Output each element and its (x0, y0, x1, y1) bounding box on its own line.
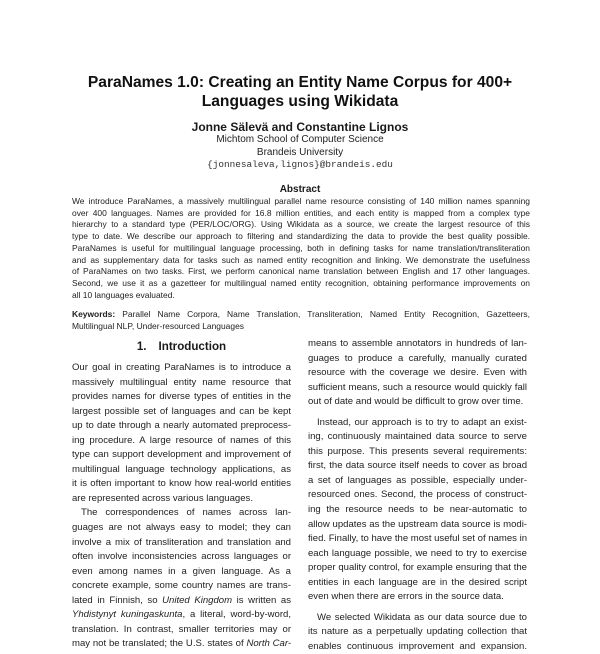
body-text: is written as (232, 594, 292, 606)
abstract-line: and as supplementary data for tasks such as named entity recognition and linking. We demonstrate the usefulness (72, 254, 530, 265)
abstract-line: type to date. We describe our approach to filtering and standardizing the data to provide the best quality possible. (72, 231, 530, 242)
emphasis-text: North Car- (246, 638, 292, 650)
body-line: Instead, our approach is to try to adapt an exist- (317, 416, 527, 428)
abstract-body (72, 196, 530, 301)
body-line: Our goal in creating ParaNames is to introduce a (72, 362, 291, 373)
body-line: resource with the coverage we desire. Even with (308, 367, 527, 379)
body-line: The correspondences of names across lan- (81, 507, 291, 519)
body-line: resourced ones. Second, the process of construct- (308, 489, 527, 501)
section-number: 1. (136, 340, 147, 353)
emphasis-text: Yhdistynyt kuningaskunta (72, 609, 183, 621)
body-line: often involve inconsistencies across languages or (72, 551, 291, 563)
left-column (72, 361, 291, 652)
body-line: out of date and would be difficult to grow over time. (308, 396, 524, 408)
body-line: fied. Finally, to have the most useful set of names in (308, 533, 527, 545)
abstract-heading: Abstract (279, 184, 321, 195)
body-line: massively multilingual entity name resource that (72, 376, 291, 388)
affiliation-university: Brandeis University (256, 147, 344, 158)
abstract-line: ParaNames is useful for multilingual language processing, both in defining tasks for name translation/transliteration (72, 242, 530, 253)
title-line-2: Languages using Wikidata (201, 93, 399, 110)
body-text: , a literal, word-by-word, (182, 609, 291, 621)
body-line: up to date through a nearly automated preprocess- (72, 420, 291, 432)
authors: Jonne Sälevä and Constantine Lignos (191, 120, 409, 134)
section-heading-introduction (72, 340, 291, 354)
abstract-line: Second, we use it as a gazetteer for multilingual named entity recognition, obtaining performance improvements on (72, 277, 530, 288)
body-line: ing, continuously maintained data source to serve (308, 431, 527, 443)
body-line (72, 637, 291, 652)
body-line: We selected Wikidata as our data source due to (317, 611, 527, 623)
body-line: first, the data source itself needs to cover as broad (308, 460, 527, 472)
body-line: this purpose. This presents several requirements: (308, 445, 527, 457)
abstract-line: all 10 languages evaluated. (72, 289, 175, 300)
body-line: type can support development and improvement of (72, 449, 291, 461)
body-line: involve a mix of transliteration and translation and (72, 536, 291, 548)
affiliation-school: Michtom School of Computer Science (216, 134, 384, 145)
body-line: even among names in a given language. As a (72, 565, 291, 577)
section-title: Introduction (158, 340, 227, 353)
keywords-line-1 (72, 309, 530, 321)
keywords-label: Keywords: (72, 309, 116, 319)
affiliation (0, 133, 600, 159)
body-line: a set of languages as possible, especially under- (308, 474, 527, 486)
body-line: sufficient means, such a resource would quickly fall (308, 381, 527, 393)
body-line: it is often important to know how real-world entities (72, 478, 291, 490)
body-line: multilingual language technology applications, as (72, 463, 291, 475)
paper-title (0, 73, 600, 111)
body-line (72, 608, 291, 623)
body-line: provides names for diverse types of entities in the (72, 391, 291, 403)
body-line: means to assemble annotators in hundreds of lan- (308, 338, 527, 349)
keywords (72, 309, 530, 332)
body-line: ing procedure. A large resource of names of this (72, 434, 291, 446)
body-line: ing the resource needs to be near-automatic to (308, 504, 527, 516)
body-line: allow updates as the upstream data source is modi- (308, 518, 527, 530)
body-line: guages are not always easy to model; they can (72, 522, 291, 534)
author-emails: {jonnesaleva,lignos}@brandeis.edu (207, 159, 393, 170)
title-line-1: ParaNames 1.0: Creating an Entity Name Corpus for 400+ (87, 74, 513, 91)
body-line: enables continuous improvement and expansion. (308, 640, 527, 652)
body-text: may not be translated; the U.S. states of (72, 638, 247, 650)
keywords-text: Parallel Name Corpora, Name Translation, Transliteration, Named Entity Recognition, Gazetteers, (115, 309, 530, 319)
keywords-line-2: Multilingual NLP, Under-resourced Languages (72, 320, 244, 331)
body-line: its nature as a perpetually updating collection that (308, 626, 527, 638)
body-line: concrete example, some country names are trans- (72, 580, 291, 592)
body-line: entities in each language are in the desired script (308, 576, 527, 588)
emphasis-text: United Kingdom (162, 594, 233, 606)
body-line (72, 594, 291, 609)
abstract-line: hierarchy to a standard type (PER/LOC/ORG). Using Wikidata as a source, we create the largest resource of this (72, 219, 530, 230)
abstract-line: We introduce ParaNames, a massively multilingual parallel name resource consisting of 140 million names spanning (72, 196, 530, 206)
body-line: are represented across various languages. (72, 492, 253, 504)
body-line: largest possible set of languages and can be kept (72, 405, 291, 417)
abstract-line: of ParaNames on two tasks. First, we perform canonical name translation between English and 17 other languages. (72, 266, 530, 277)
body-line: even when there are errors in the source data. (308, 591, 504, 603)
right-column (308, 337, 527, 654)
abstract-line: over 400 languages. Names are provided for 16.8 million entities, and each entity is mapped from a complex type (72, 207, 530, 218)
body-line: proper quality control, for example ensuring that the (308, 562, 527, 574)
body-line: translation. In contrast, smaller territories may or (72, 623, 291, 635)
body-text: lated in Finnish, so (72, 594, 158, 606)
body-line: guages to produce a carefully, manually curated (308, 352, 527, 364)
body-line: each language possible, we need to try to exercise (308, 547, 527, 559)
